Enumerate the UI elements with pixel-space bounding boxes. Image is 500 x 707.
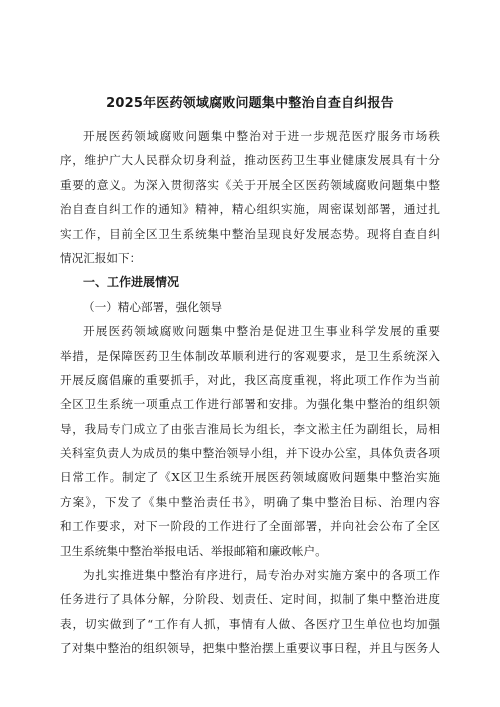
paragraph-line: 任务进行了具体分解，分阶段、划责任、定时间，拟制了集中整治进度 [60, 592, 440, 607]
section-heading: 一、工作进展情况 [83, 275, 180, 290]
paragraph-line: 方案》，下发了《集中整治责任书》，明确了集中整治目标、治理内容 [60, 494, 440, 509]
paragraph-line: 序，维护广大人民群众切身利益，推动医药卫生事业健康发展具有十分 [60, 153, 440, 168]
paragraph-line: 开展医药领域腐败问题集中整治对于进一步规范医疗服务市场秩 [83, 129, 440, 143]
paragraph-line: 开展反腐倡廉的重要抓手，对此，我区高度重视，将此项工作作为当前 [60, 372, 440, 387]
paragraph-line: 治自查自纠工作的通知》精神，精心组织实施，周密谋划部署，通过扎 [60, 202, 440, 217]
paragraph-line: 情况汇报如下： [60, 250, 142, 265]
paragraph-line: 重要的意义。为深入贯彻落实《关于开展全区医药领域腐败问题集中整 [60, 177, 440, 192]
paragraph-line: 导，我局专门成立了由张吉淮局长为组长，李文淞主任为副组长，局相 [60, 421, 440, 436]
document-body [60, 124, 440, 661]
paragraph-line: 开展医药领域腐败问题集中整治是促进卫生事业科学发展的重要 [83, 324, 440, 339]
paragraph-line: 日常工作。制定了《X区卫生系统开展医药领域腐败问题集中整治实施 [60, 470, 440, 485]
document-title: 2025年医药领域腐败问题集中整治自查自纠报告 [106, 96, 394, 111]
paragraph-line: 卫生系统集中整治举报电话、举报邮箱和廉政帐户。 [60, 543, 327, 558]
paragraph-line: 举措，是保障医药卫生体制改革顺利进行的客观要求，是卫生系统深入 [60, 348, 440, 363]
paragraph-line: 了对集中整治的组织领导，把集中整治摆上重要议事日程，并且与医务人 [60, 641, 440, 656]
paragraph-line: 实工作，目前全区卫生系统集中整治呈现良好发展态势。现将自查自纠 [60, 226, 440, 241]
paragraph-line: 表，切实做到了“工作有人抓，事情有人做、各医疗卫生单位也均加强 [60, 616, 440, 631]
subsection-heading: （一）精心部署，强化领导 [83, 299, 223, 314]
paragraph-line: 为扎实推进集中整治有序进行，局专治办对实施方案中的各项工作 [83, 568, 440, 583]
paragraph-line: 全区卫生系统一项重点工作进行部署和安排。为强化集中整治的组织领 [60, 397, 440, 412]
paragraph-line: 关科室负责人为成员的集中整治领导小组，并下设办公室，具体负责各项 [60, 446, 440, 461]
paragraph-line: 和工作要求，对下一阶段的工作进行了全面部署，并向社会公布了全区 [60, 519, 440, 534]
